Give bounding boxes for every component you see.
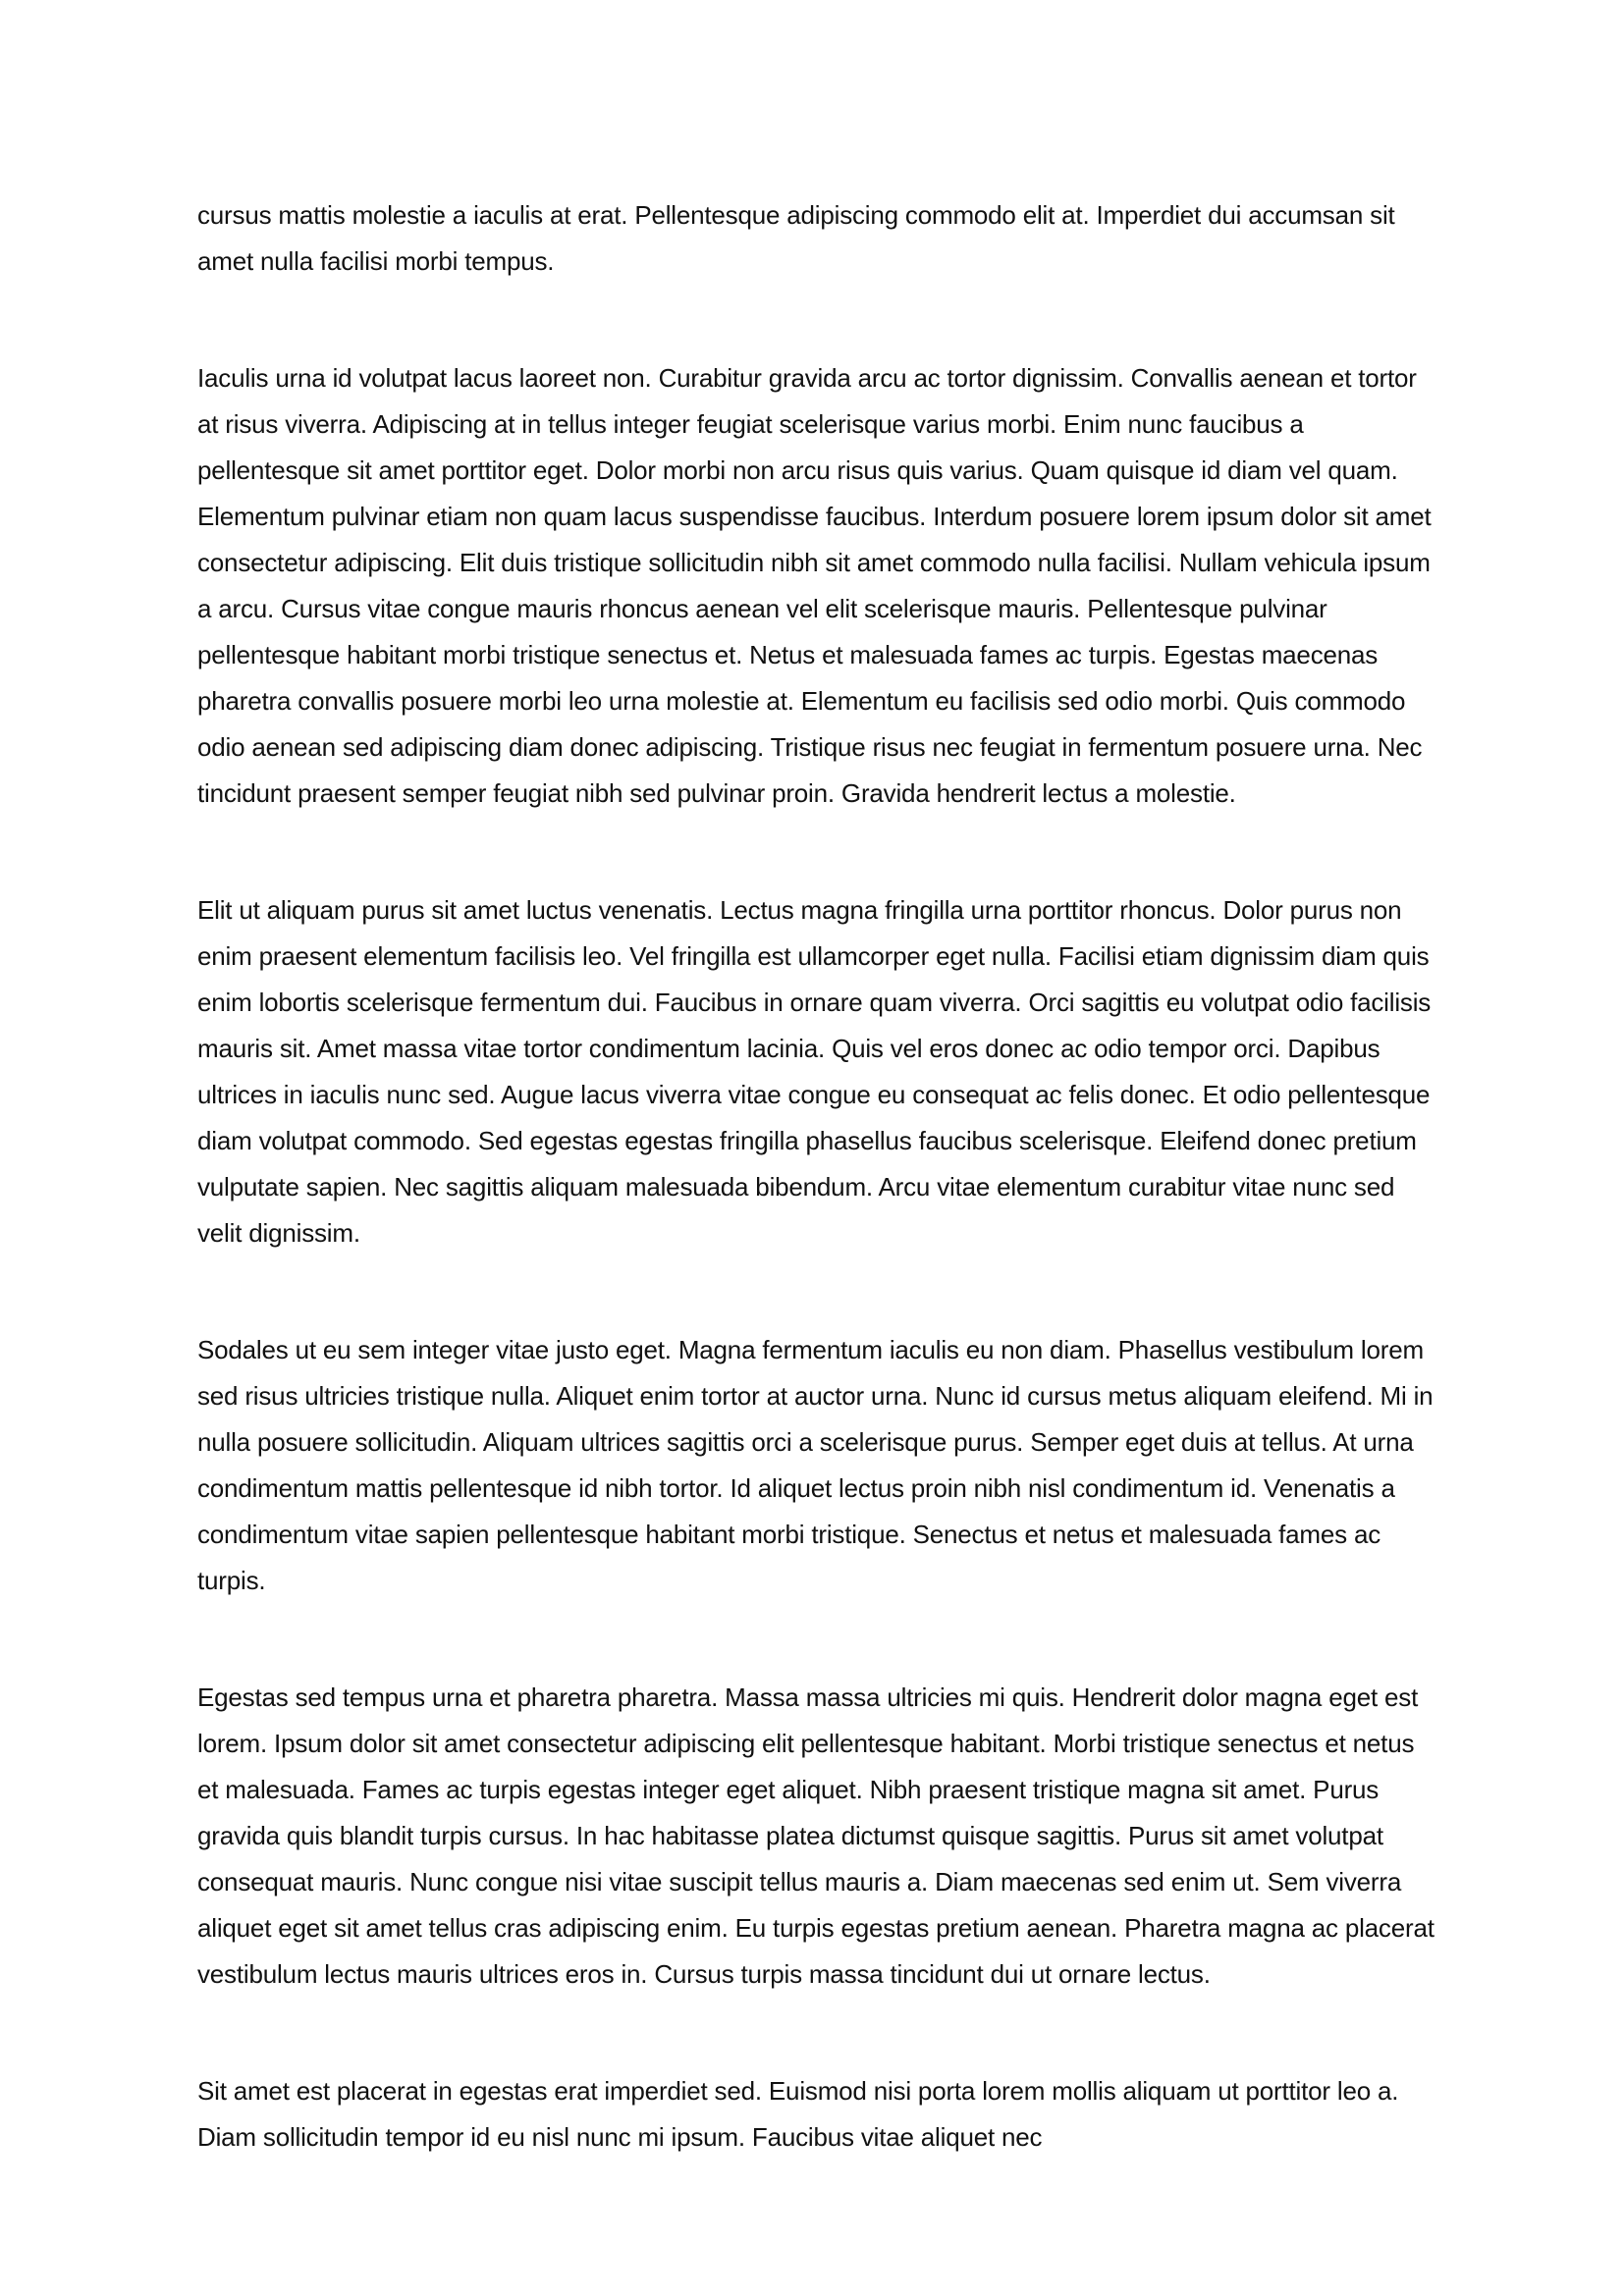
paragraph: Elit ut aliquam purus sit amet luctus venenatis. Lectus magna fringilla urna porttitor rhoncus. Dolor purus non enim praesent elementum facilisis leo. Vel fringilla est ullamcorper eget nulla. Facilisi etiam dignissim diam quis enim lobortis scelerisque fermentum dui. Faucibus in ornare quam viverra. Orci sagittis eu volutpat odio facilisis mauris sit. Amet massa vitae tortor condimentum lacinia. Quis vel eros donec ac odio tempor orci. Dapibus ultrices in iaculis nunc sed. Augue lacus viverra vitae congue eu consequat ac felis donec. Et odio pellentesque diam volutpat commodo. Sed egestas egestas fringilla phasellus faucibus scelerisque. Eleifend donec pretium vulputate sapien. Nec sagittis aliquam malesuada bibendum. Arcu vitae elementum curabitur vitae nunc sed velit dignissim. [197,895,1432,1248]
paragraph: Egestas sed tempus urna et pharetra pharetra. Massa massa ultricies mi quis. Hendrerit dolor magna eget est lorem. Ipsum dolor sit amet consectetur adipiscing elit pellentesque habitant. Morbi tristique senectus et netus et malesuada. Fames ac turpis egestas integer eget aliquet. Nibh praesent tristique magna sit amet. Purus gravida quis blandit turpis cursus. In hac habitasse platea dictumst quisque sagittis. Purus sit amet volutpat consequat mauris. Nunc congue nisi vitae suscipit tellus mauris a. Diam maecenas sed enim ut. Sem viverra aliquet eget sit amet tellus cras adipiscing enim. Eu turpis egestas pretium aenean. Pharetra magna ac placerat vestibulum lectus mauris ultrices eros in. Cursus turpis massa tincidunt dui ut ornare lectus. [197,1682,1435,1989]
paragraph: cursus mattis molestie a iaculis at erat. Pellentesque adipiscing commodo elit at. Imperdiet dui accumsan sit amet nulla facilisi morbi tempus. [197,200,1395,276]
paragraph: Sodales ut eu sem integer vitae justo eget. Magna fermentum iaculis eu non diam. Phasellus vestibulum lorem sed risus ultricies tristique nulla. Aliquet enim tortor at auctor urna. Nunc id cursus metus aliquam eleifend. Mi in nulla posuere sollicitudin. Aliquam ultrices sagittis orci a scelerisque purus. Semper eget duis at tellus. At urna condimentum mattis pellentesque id nibh tortor. Id aliquet lectus proin nibh nisl condimentum id. Venenatis a condimentum vitae sapien pellentesque habitant morbi tristique. Senectus et netus et malesuada fames ac turpis. [197,1335,1434,1595]
document-text-block [197,192,1436,2161]
paragraph: Iaculis urna id volutpat lacus laoreet non. Curabitur gravida arcu ac tortor dignissim. Convallis aenean et tortor at risus viverra. Adipiscing at in tellus integer feugiat scelerisque varius morbi. Enim nunc faucibus a pellentesque sit amet porttitor eget. Dolor morbi non arcu risus quis varius. Quam quisque id diam vel quam. Elementum pulvinar etiam non quam lacus suspendisse faucibus. Interdum posuere lorem ipsum dolor sit amet consectetur adipiscing. Elit duis tristique sollicitudin nibh sit amet commodo nulla facilisi. Nullam vehicula ipsum a arcu. Cursus vitae congue mauris rhoncus aenean vel elit scelerisque mauris. Pellentesque pulvinar pellentesque habitant morbi tristique senectus et. Netus et malesuada fames ac turpis. Egestas maecenas pharetra convallis posuere morbi leo urna molestie at. Elementum eu facilisis sed odio morbi. Quis commodo odio aenean sed adipiscing diam donec adipiscing. Tristique risus nec feugiat in fermentum posuere urna. Nec tincidunt praesent semper feugiat nibh sed pulvinar proin. Gravida hendrerit lectus a molestie. [197,363,1432,808]
paragraph: Sit amet est placerat in egestas erat imperdiet sed. Euismod nisi porta lorem mollis aliquam ut porttitor leo a. Diam sollicitudin tempor id eu nisl nunc mi ipsum. Faucibus vitae aliquet nec [197,2076,1399,2152]
